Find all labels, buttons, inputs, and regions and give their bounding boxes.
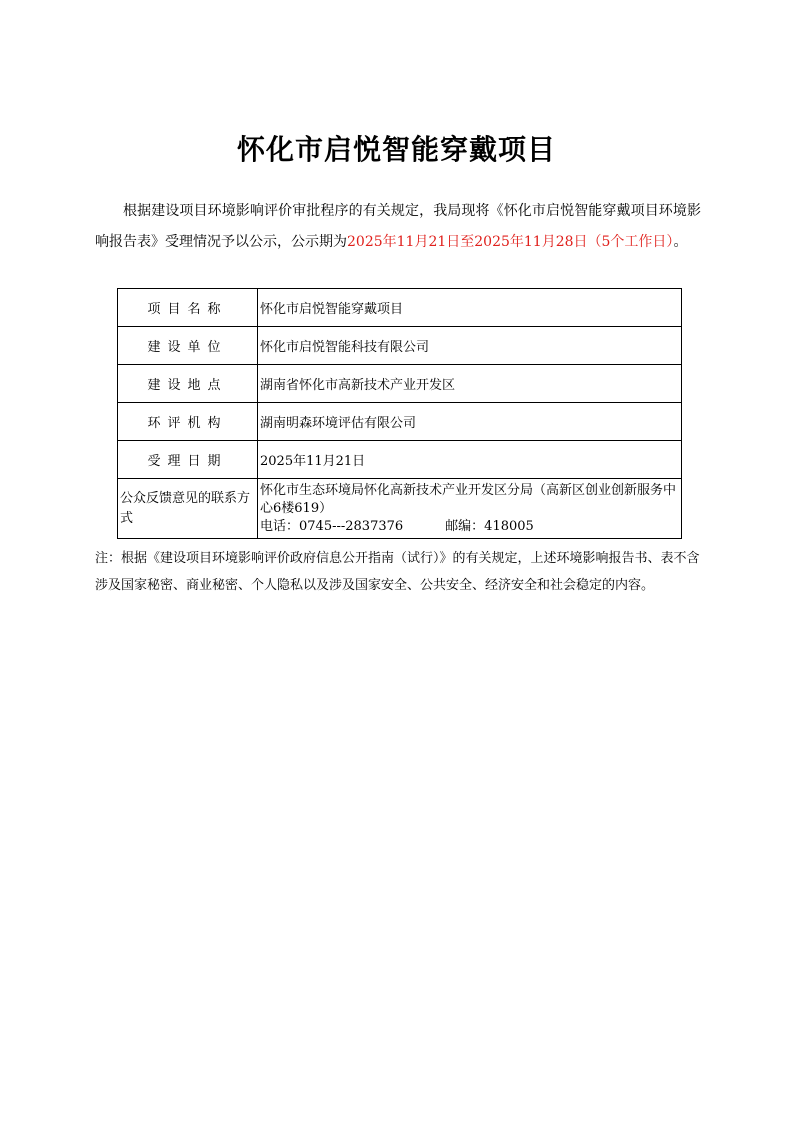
footnote: 注：根据《建设项目环境影响评价政府信息公开指南（试行）》的有关规定，上述环境影响报告书、表不含涉及国家秘密、商业秘密、个人隐私以及涉及国家安全、公共安全、经济安全和社会稳定的内容。 [95, 551, 700, 593]
row-label: 建设单位 [118, 327, 258, 365]
intro-end: 。 [673, 234, 688, 250]
table-row [118, 403, 682, 441]
row-value: 2025年11月21日 [258, 441, 682, 479]
table-row-feedback [118, 479, 682, 539]
table-row [118, 365, 682, 403]
row-label: 项目名称 [118, 289, 258, 327]
feedback-address: 怀化市生态环境局怀化高新技术产业开发区分局（高新区创业创新服务中心6楼619） [260, 482, 677, 516]
feedback-contact [260, 518, 679, 536]
row-value: 怀化市启悦智能科技有限公司 [258, 327, 682, 365]
row-value: 湖南省怀化市高新技术产业开发区 [258, 365, 682, 403]
intro-paragraph [95, 196, 701, 258]
row-label: 受理日期 [118, 441, 258, 479]
row-label: 环评机构 [118, 403, 258, 441]
row-value: 湖南明森环境评估有限公司 [258, 403, 682, 441]
publicity-period: 2025年11月21日至2025年11月28日（5个工作日） [347, 234, 674, 250]
table-row [118, 441, 682, 479]
row-value: 怀化市启悦智能穿戴项目 [258, 289, 682, 327]
page-title: 怀化市启悦智能穿戴项目 [236, 133, 556, 166]
table-row [118, 289, 682, 327]
feedback-label: 公众反馈意见的联系方式 [118, 479, 258, 539]
feedback-value [258, 479, 682, 539]
table-row [118, 327, 682, 365]
feedback-phone: 电话：0745---2837376 [260, 518, 404, 534]
feedback-postcode: 邮编：418005 [445, 518, 534, 534]
intro-text: 根据建设项目环境影响评价审批程序的有关规定，我局现将《怀化市启悦智能穿戴项目环境影响报告表》受理情况予以公示，公示期为 [95, 203, 701, 250]
row-label: 建设地点 [118, 365, 258, 403]
project-info-table [117, 288, 682, 539]
